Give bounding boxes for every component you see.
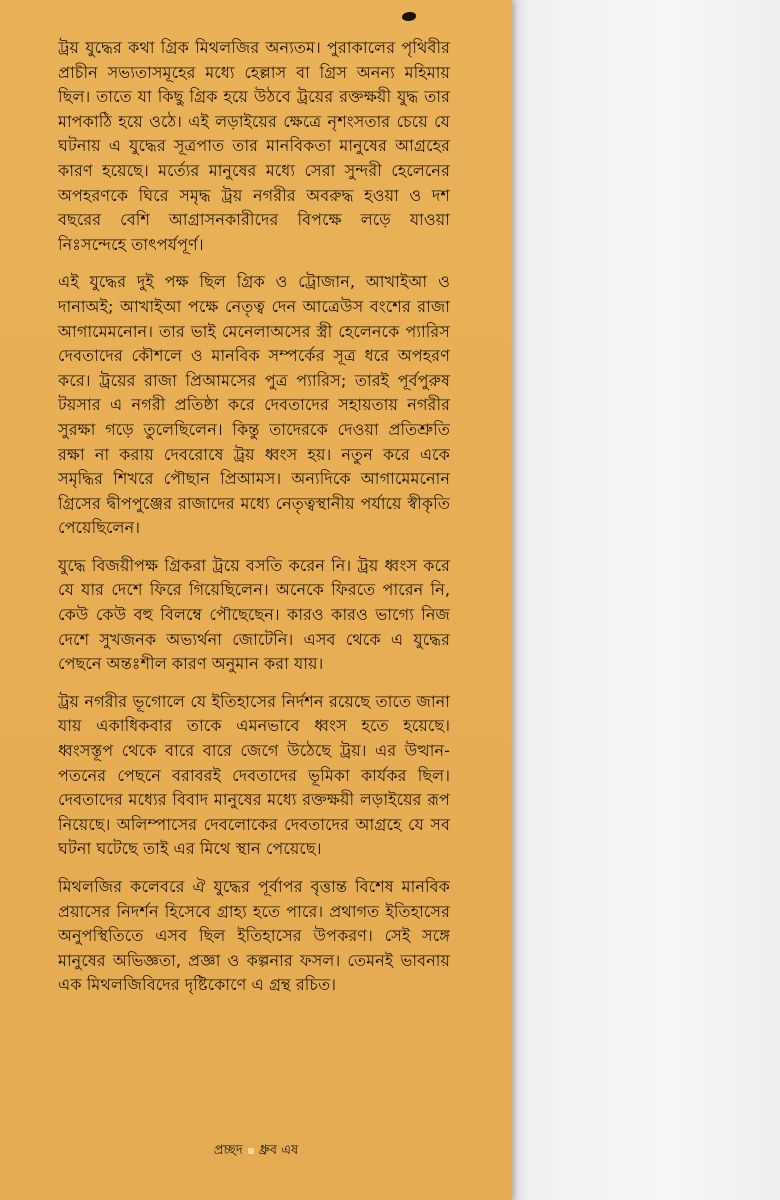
paragraph-4: ট্রয় নগরীর ভূগোলে যে ইতিহাসের নির্দশন রয়েছে তাতে জানা যায় একাধিকবার তাকে এমনভাবে ধ্বংস হতে হয়েছে। ধ্বংসস্তূপ থেকে বারে বারে জেগে উঠেছে ট্রয়। এর উত্থান-পতনের পেছনে বরাবরই দেবতাদের ভূমিকা কার্যকর ছিল। দেবতাদের মধ্যের বিবাদ মানুষের মধ্যে রক্তক্ষয়ী লড়াইয়ের রূপ নিয়েছে। অলিম্পাসের দেবলোকের দেবতাদের আগ্রহে যে সব ঘটনা ঘটেছে তাই এর মিথে স্থান পেয়েছে। [58,691,450,859]
credit-name: ধ্রুব এষ [258,1143,299,1158]
paragraph-2: এই যুদ্ধের দুই পক্ষ ছিল গ্রিক ও ট্রোজান, আখাইআ ও দানাঅই; আখাইআ পক্ষে নেতৃত্ব দেন আত্রেউস বংশের রাজা আগামেমনোন। তার ভাই মেনেলাঅসের স্ত্রী হেলেনকে প্যারিস দেবতাদের কৌশলে ও মানবিক সম্পর্কের সূত্র ধরে অপহরণ করে। ট্রয়ের রাজা প্রিআমসের পুত্র প্যারিস; তারই পূর্বপুরুষ টয়সার এ নগরী প্রতিষ্ঠা করে দেবতাদের সহায়তায় নগরীর সুরক্ষা গড়ে তুলেছিলেন। কিন্তু তাদেরকে দেওয়া প্রতিশ্রুতি রক্ষা না করায় দেবরোষে ট্রয় ধ্বংস হয়। নতুন করে একে সমৃদ্ধির শিখরে পৌছান প্রিআমস। অন্যদিকে আগামেমনোন গ্রিসের দ্বীপপুঞ্জের রাজাদের মধ্যে নেতৃত্বস্থানীয় পর্যায়ে স্বীকৃতি পেয়েছিলেন। [58,272,450,538]
paper-background [508,0,780,1200]
ink-mark [402,12,416,21]
blurb-text [58,36,450,1011]
credit-label: প্রচ্ছদ [213,1143,243,1158]
paragraph-3: যুদ্ধে বিজয়ীপক্ষ গ্রিকরা ট্রয়ে বসতি করেন নি। ট্রয় ধ্বংস করে যে যার দেশে ফিরে গিয়েছিলেন। অনেকে ফিরতে পারেন নি, কেউ কেউ বহু বিলম্বে পৌছেছেন। কারও কারও ভাগ্যে নিজ দেশে সুখজনক অভ্যর্থনা জোটেনি। এসব থেকে এ যুদ্ধের পেছনে অন্তঃশীল কারণ অনুমান করা যায়। [58,555,450,674]
credit-separator [248,1148,254,1154]
paragraph-1: ট্রয় যুদ্ধের কথা গ্রিক মিথলজির অন্যতম। পুরাকালের পৃথিবীর প্রাচীন সভ্যতাসমূহের মধ্যে হেল্লাস বা গ্রিস অনন্য মহিমায় ছিল। তাতে যা কিছু গ্রিক হয়ে উঠবে ট্রয়ের রক্তক্ষয়ী যুদ্ধ তার মাপকাঠি হয়ে ওঠে। এই লড়াইয়ের ক্ষেত্রে নৃশংসতার চেয়ে যে ঘটনায় এ যুদ্ধের সূত্রপাত তার মানবিকতা মানুষের আগ্রহের কারণ হয়েছে। মর্ত্যের মানুষের মধ্যে সেরা সুন্দরী হেলেনের অপহরণকে ঘিরে সমৃদ্ধ ট্রয় নগরীর অবরুদ্ধ হওয়া ও দশ বছরের বেশি আগ্রাসনকারীদের বিপক্ষে লড়ে যাওয়া নিঃসন্দেহে তাৎপর্যপূর্ণ। [58,38,450,254]
paragraph-5: মিথলজির কলেবরে ঐ যুদ্ধের পূর্বাপর বৃত্তান্ত বিশেষ মানবিক প্রয়াসের নিদর্শন হিসেবে গ্রাহ্য হতে পারে। প্রথাগত ইতিহাসের অনুপস্থিতিতে এসব ছিল ইতিহাসের উপকরণ। সেই সঙ্গে মানুষের অভিজ্ঞতা, প্রজ্ঞা ও কল্পনার ফসল। তেমনই ভাবনায় এক মিথলজিবিদের দৃষ্টিকোণে এ গ্রন্থ রচিত। [58,877,450,995]
cover-credit [0,1141,512,1162]
